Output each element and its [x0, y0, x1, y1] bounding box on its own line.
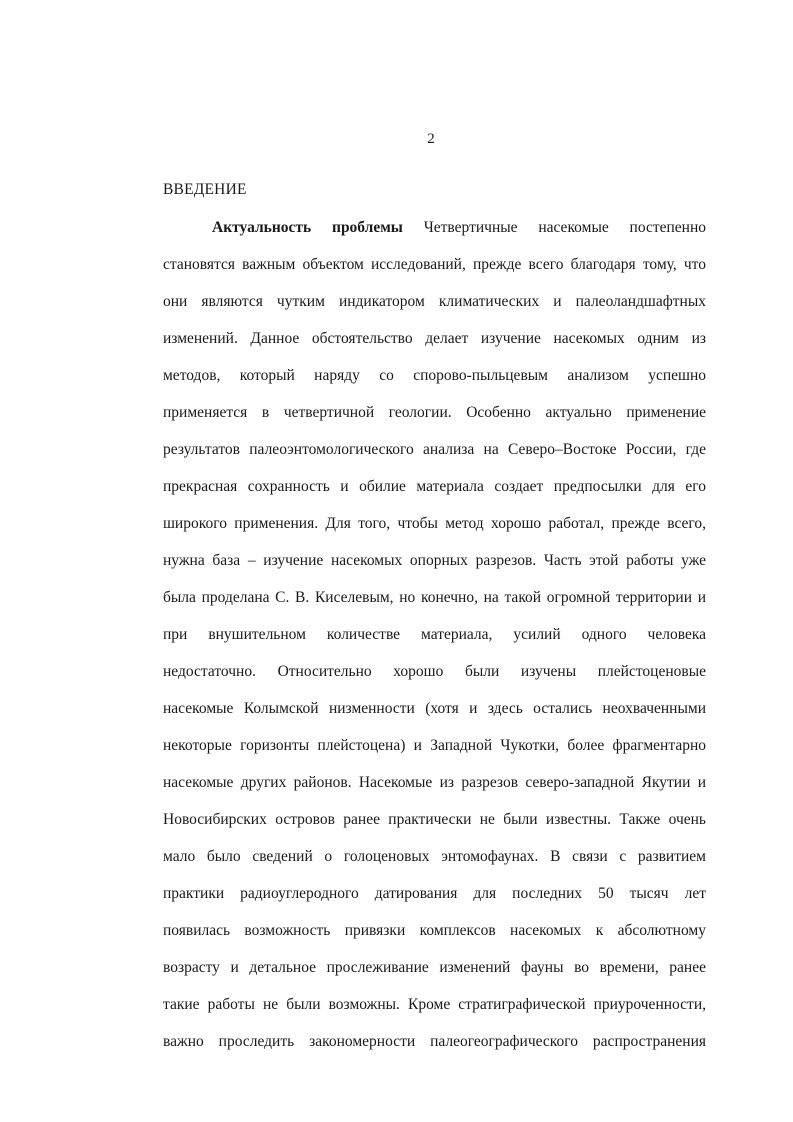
text-line: [163, 209, 706, 246]
text-line: Новосибирских островов ранее практически не были известны. Также очень: [163, 811, 706, 828]
text-line: возрасту и детальное прослеживание изменений фауны во времени, ранее: [163, 959, 706, 976]
text-line-content: Четвертичные насекомые постепенно: [423, 219, 706, 236]
text-line: широкого применения. Для того, чтобы метод хорошо работал, прежде всего,: [163, 515, 706, 532]
text-line: насекомые других районов. Насекомые из разрезов северо-западной Якутии и: [163, 774, 706, 791]
text-line: появилась возможность привязки комплексов насекомых к абсолютному: [163, 922, 706, 939]
text-line: при внушительном количестве материала, усилий одного человека: [163, 626, 706, 643]
text-line: они являются чутким индикатором климатических и палеоландшафтных: [163, 293, 706, 310]
text-line: насекомые Колымской низменности (хотя и здесь остались неохваченными: [163, 700, 706, 717]
text-line: была проделана С. В. Киселевым, но конечно, на такой огромной территории и: [163, 589, 706, 606]
section-heading: ВВЕДЕНИЕ: [163, 181, 247, 198]
text-line: применяется в четвертичной геологии. Особенно актуально применение: [163, 404, 706, 421]
text-line: такие работы не были возможны. Кроме стратиграфической приуроченности,: [163, 996, 706, 1013]
text-line: некоторые горизонты плейстоцена) и Западной Чукотки, более фрагментарно: [163, 737, 706, 754]
text-line: изменений. Данное обстоятельство делает изучение насекомых одним из: [163, 330, 706, 347]
text-line: становятся важным объектом исследований, прежде всего благодаря тому, что: [163, 256, 706, 273]
text-line: важно проследить закономерности палеогеографического распространения: [163, 1033, 706, 1050]
page-number: 2: [427, 131, 435, 147]
lead-bold-phrase: Актуальность проблемы: [212, 219, 403, 236]
text-line: методов, который наряду со спорово-пыльцевым анализом успешно: [163, 367, 706, 384]
text-line: результатов палеоэнтомологического анализа на Северо–Востоке России, где: [163, 441, 706, 458]
text-line: мало было сведений о голоценовых энтомофаунах. В связи с развитием: [163, 848, 706, 865]
text-line: прекрасная сохранность и обилие материала создает предпосылки для его: [163, 478, 706, 495]
body-paragraph: [163, 209, 706, 1060]
text-line: нужна база – изучение насекомых опорных разрезов. Часть этой работы уже: [163, 552, 706, 569]
text-line: практики радиоуглеродного датирования для последних 50 тысяч лет: [163, 885, 706, 902]
text-line: недостаточно. Относительно хорошо были изучены плейстоценовые: [163, 663, 706, 680]
